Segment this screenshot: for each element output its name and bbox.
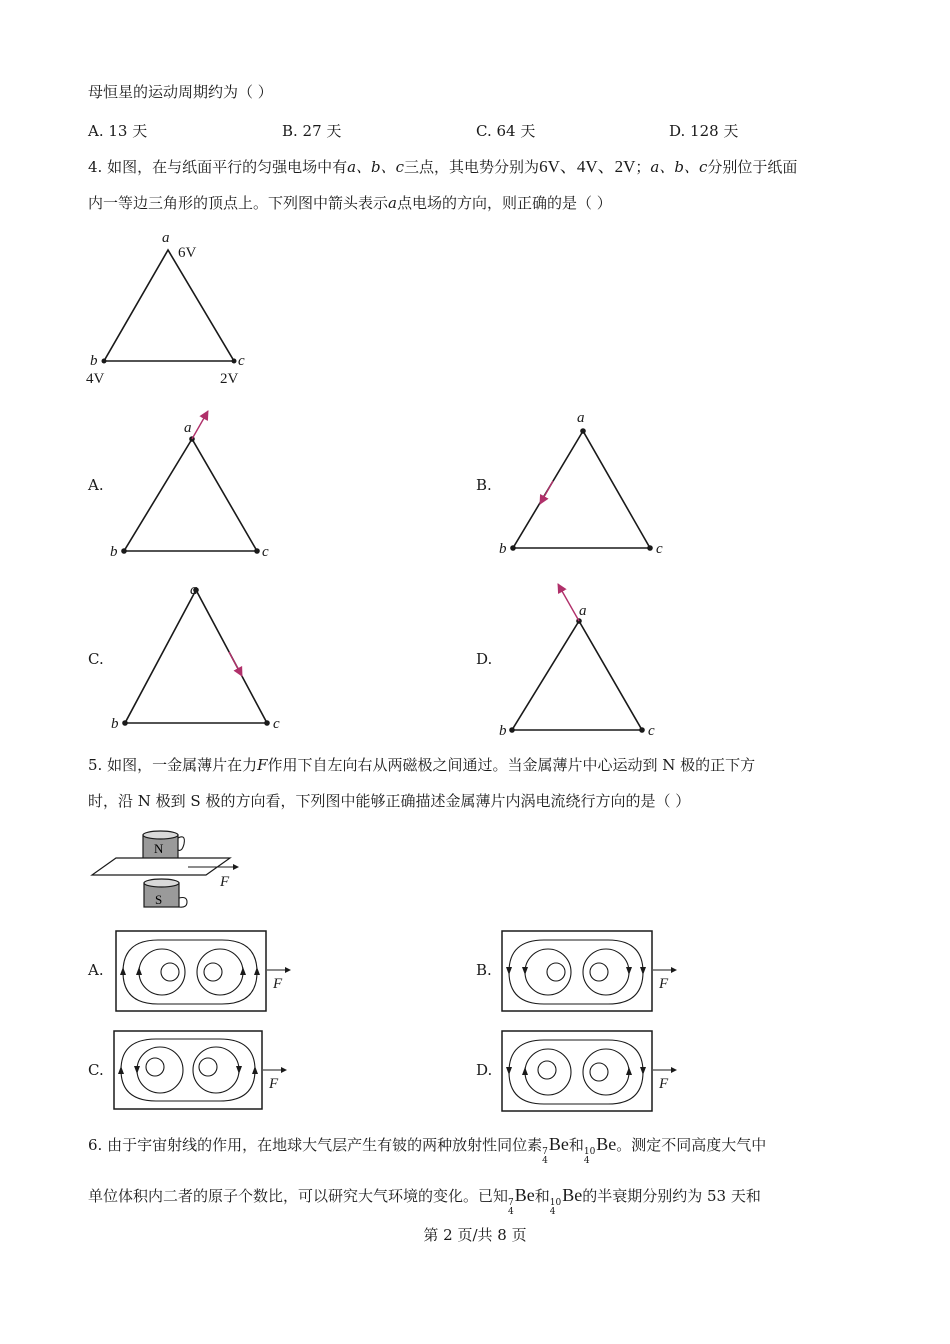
field-arrow (192, 411, 208, 439)
q4-option-d-figure (495, 572, 675, 742)
svg-text:S: S (155, 892, 163, 907)
q5-option-c-label: C. (88, 1061, 104, 1079)
label-vb: 4V (86, 371, 105, 387)
q3-option-b: B. 27 天 (282, 122, 342, 140)
svg-text:b: b (111, 716, 119, 732)
q4-option-b-label: B. (476, 476, 492, 494)
label-b: b (90, 353, 98, 369)
q6-stem-line1: 6. 由于宇宙射线的作用，在地球大气层产生有铍的两种放射性同位素 7 4 Be和 10 4 Be。测定不同高度大气中 (88, 1134, 767, 1166)
svg-text:a: a (190, 582, 198, 598)
q4-option-b-figure (495, 405, 675, 565)
svg-text:c: c (648, 723, 655, 739)
svg-text:F: F (659, 1076, 669, 1092)
label-va: 6V (178, 245, 197, 261)
svg-text:b: b (110, 544, 118, 560)
svg-text:F: F (659, 976, 669, 992)
field-arrow (540, 481, 553, 504)
field-arrow (229, 652, 242, 676)
q4-option-c-label: C. (88, 650, 104, 668)
force-label: F (220, 874, 230, 890)
svg-text:c: c (656, 541, 663, 557)
svg-text:c: c (273, 716, 280, 732)
q3-option-d: D. 128 天 (669, 122, 739, 140)
svg-text:b: b (499, 541, 507, 557)
svg-text:b: b (499, 723, 507, 739)
q4-stem-line2: 内一等边三角形的顶点上。下列图中箭头表示a点电场的方向，则正确的是（ ） (88, 194, 612, 212)
svg-text:a: a (184, 420, 192, 436)
q5-option-a-figure (115, 930, 305, 1025)
page-footer: 第 2 页/共 8 页 (423, 1226, 527, 1244)
svg-text:a: a (579, 603, 587, 619)
svg-text:a: a (577, 410, 585, 426)
triangle (104, 250, 234, 361)
svg-text:c: c (262, 544, 269, 560)
q4-stem-line1: 4. 如图，在与纸面平行的匀强电场中有a、b、c三点，其电势分别为6V、4V、2V；a、b、c分别位于纸面 (88, 157, 798, 176)
svg-text:F: F (273, 976, 283, 992)
q5-stem-line2: 时，沿 N 极到 S 极的方向看，下列图中能够正确描述金属薄片内涡电流绕行方向的是（ ） (88, 792, 691, 810)
q3-option-a: A. 13 天 (88, 122, 148, 140)
q3-stem-tail: 母恒星的运动周期约为（ ） (88, 83, 273, 101)
label-c: c (238, 353, 245, 369)
q5-stem-line1: 5. 如图，一金属薄片在力F作用下自左向右从两磁极之间通过。当金属薄片中心运动到 N 极的正下方 (88, 756, 756, 774)
q5-option-d-figure (501, 1030, 691, 1125)
q5-option-b-label: B. (476, 961, 492, 979)
q5-option-c-figure (113, 1030, 303, 1125)
q6-stem-line2: 单位体积内二者的原子个数比，可以研究大气环境的变化。已知 7 4 Be和 10 4 Be的半衰期分别约为 53 天和 (88, 1185, 761, 1217)
q4-option-c-figure (105, 580, 285, 740)
svg-text:F: F (269, 1076, 279, 1092)
q5-option-a-label: A. (88, 961, 104, 979)
q5-option-b-figure (501, 930, 691, 1025)
q4-option-a-figure (105, 405, 285, 565)
field-arrow (558, 584, 579, 621)
label-a: a (162, 230, 170, 246)
q5-magnet-figure (88, 828, 258, 916)
q3-option-c: C. 64 天 (476, 122, 536, 140)
label-vc: 2V (220, 371, 239, 387)
q4-option-a-label: A. (88, 476, 104, 494)
svg-text:N: N (154, 841, 164, 856)
q4-option-d-label: D. (476, 650, 493, 668)
q5-option-d-label: D. (476, 1061, 493, 1079)
q4-main-figure (80, 225, 260, 390)
